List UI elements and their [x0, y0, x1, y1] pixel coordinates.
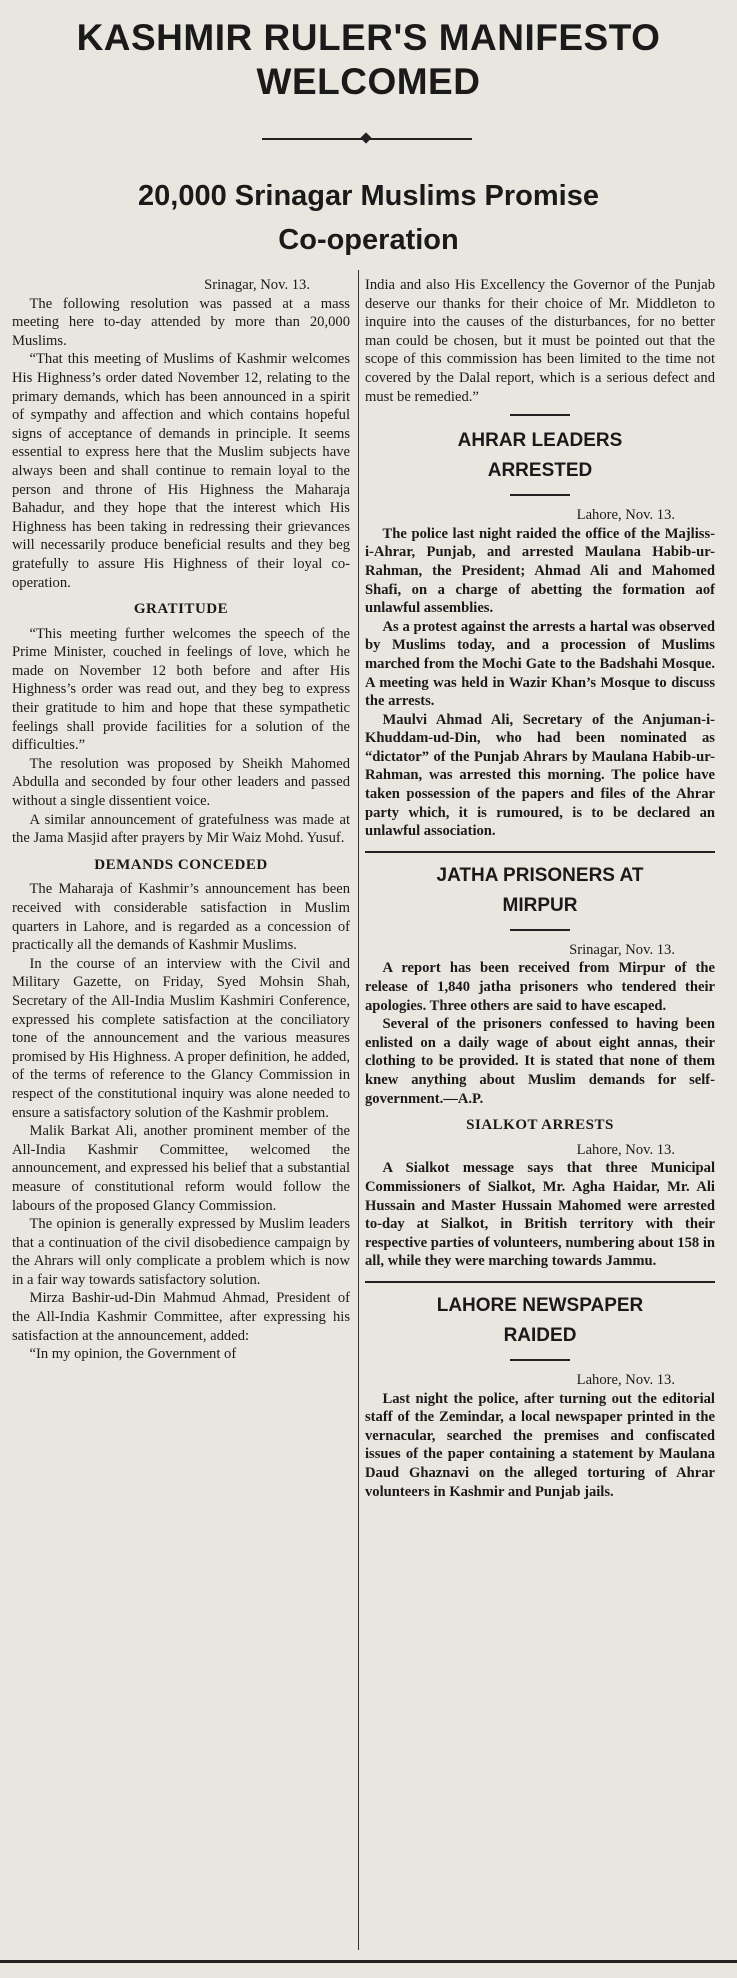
right-column [365, 276, 715, 1501]
article-paragraph: “In my opinion, the Government of [29, 1346, 237, 1363]
article-paragraph: Malik Barkat Ali, another prominent member of the All-India Kashmir Committee, welcomed the announcement, and expressed his belief that a substantial measure of constitutional reform would follow the labours of the proposed Glancy Commission. [12, 1123, 350, 1214]
headline-line-1: KASHMIR RULER'S MANIFESTO [76, 17, 661, 58]
main-headline [0, 16, 737, 104]
article-paragraph: As a protest against the arrests a hartal was observed by Muslims today, and a procession of Muslims marched from the Mochi Gate to the Badshahi Mosque. A meeting was held in Wazir Khan’s Mosque to discuss the arrests. [365, 618, 715, 710]
ornamental-rule [262, 134, 472, 144]
short-rule [510, 1359, 570, 1361]
column-rule [365, 851, 715, 853]
lahore-heading-line-2: RAIDED [503, 1324, 577, 1346]
dateline: Srinagar, Nov. 13. [204, 277, 310, 293]
article-paragraph: “That this meeting of Muslims of Kashmir welcomes His Highness’s order dated November 12, relating to the primary demands, which has been announced in a spirit of sympathy and affection and which contains hopeful signs of acceptance of demands in principle. It seems essential to express here that the Muslim subjects have always been and shall continue to remain loyal to the person and throne of His Highness the Maharaja Bahadur, and they hope that the interest which His Highness has been taking in redressing their grievances will necessarily produce beneficial results and they beg gratefully to assure His Highness of their loyal co-operation. [12, 351, 350, 591]
page-bottom-rule [0, 1960, 737, 1963]
short-rule [510, 929, 570, 931]
dateline: Lahore, Nov. 13. [576, 507, 675, 524]
ahrar-heading-line-2: ARRESTED [487, 460, 593, 482]
section-heading-gratitude: GRATITUDE [133, 601, 229, 618]
lahore-newspaper-heading [365, 1291, 715, 1351]
section-heading-demands: DEMANDS CONCEDED [94, 856, 268, 873]
dateline: Lahore, Nov. 13. [576, 1371, 675, 1388]
dateline: Srinagar, Nov. 13. [569, 941, 675, 958]
article-paragraph: “This meeting further welcomes the speech of the Prime Minister, couched in feelings of love, which he made on November 12 both before and after His Highness’s order was read out, and they beg to express their gratitude to him and hope that these sympathetic feelings shall provide facilities for a solution of the difficulties.” [12, 625, 350, 754]
article-paragraph: Maulvi Ahmad Ali, Secretary of the Anjuman-i-Khuddam-ud-Din, who had been nominated as “dictator” of the Punjab Ahrars by Maulana Habib-ur-Rahman, was arrested this morning. The police have taken possession of the papers and files of the Ahrar party which, it is rumoured, is to be declared an unlawful association. [365, 711, 715, 840]
article-paragraph: Last night the police, after turning out the editorial staff of the Zemindar, a local newspaper printed in the vernacular, searched the premises and confiscated issues of the paper containing a statement by Maulana Daud Ghaznavi on the alleged torturing of Ahrar volunteers in Kashmir and Punjab jails. [365, 1390, 715, 1500]
short-rule [510, 494, 570, 496]
article-paragraph: A report has been received from Mirpur of the release of 1,840 jatha prisoners who tendered their apologies. Three others are said to have escaped. [365, 960, 715, 1014]
article-paragraph: Several of the prisoners confessed to having been enlisted on a daily wage of about eight annas, their clothing to be provided. It is stated that none of them knew anything about Muslim demands for self-government.—A.P. [365, 1016, 715, 1107]
column-rule [365, 1281, 715, 1283]
subhead-line-2: Co-operation [278, 224, 459, 256]
dateline: Lahore, Nov. 13. [576, 1141, 675, 1158]
ahrar-heading [365, 426, 715, 486]
headline-line-2: WELCOMED [256, 61, 481, 102]
article-paragraph: In the course of an interview with the Civil and Military Gazette, on Friday, Syed Mohsin Shah, Secretary of the All-India Muslim Kashmiri Conference, expressed his complete satisfaction at the conciliatory tone of the announcement and the various measures promised by His Highness. A proper definition, he added, of the terms of reference to the Glancy Commission in respect of the constitutional inquiry was alone needed to ensure a satisfactory solution of the Kashmir problem. [12, 955, 350, 1121]
left-column [12, 276, 350, 1364]
ahrar-heading-line-1: AHRAR LEADERS [457, 430, 623, 452]
sialkot-heading: SIALKOT ARRESTS [466, 1117, 614, 1134]
subheadline [0, 174, 737, 262]
article-paragraph: The following resolution was passed at a mass meeting here to-day attended by more than 20,000 Muslims. [12, 295, 350, 349]
subhead-line-1: 20,000 Srinagar Muslims Promise [138, 180, 599, 212]
jatha-heading [365, 861, 715, 921]
jatha-heading-line-1: JATHA PRISONERS AT [436, 864, 644, 886]
column-divider [358, 270, 359, 1950]
short-rule [510, 414, 570, 416]
jatha-heading-line-2: MIRPUR [502, 894, 578, 916]
article-paragraph: The police last night raided the office of the Majliss-i-Ahrar, Punjab, and arrested Maulana Habib-ur-Rahman, the President; Ahmad Ali and Mahomed Shafi, on a charge of abetting the formation aof unlawful assemblies. [365, 525, 715, 617]
article-paragraph: India and also His Excellency the Governor of the Punjab deserve our thanks for their choice of Mr. Middleton to inquire into the causes of the disturbances, for no better man could be chosen, but it must be pointed out that the scope of this commission has been limited to the time not covered by the Dalal report, which is a serious defect and must be remedied.” [365, 277, 715, 405]
article-paragraph: A similar announcement of gratefulness was made at the Jama Masjid after prayers by Mir Waiz Mohd. Yusuf. [12, 811, 350, 847]
article-paragraph: The opinion is generally expressed by Muslim leaders that a continuation of the civil disobedience campaign by the Ahrars will only complicate a problem which is now in a fair way towards satisfactory solution. [12, 1216, 350, 1288]
article-paragraph: The Maharaja of Kashmir’s announcement has been received with considerable satisfaction in Muslim quarters in Lahore, and is regarded as a concession of practically all the demands of Kashmir Muslims. [12, 881, 350, 954]
article-paragraph: The resolution was proposed by Sheikh Mahomed Abdulla and seconded by four other leaders and passed without a single dissentient voice. [12, 755, 350, 810]
lahore-heading-line-1: LAHORE NEWSPAPER [436, 1294, 644, 1316]
article-paragraph: Mirza Bashir-ud-Din Mahmud Ahmad, President of the All-India Kashmir Committee, after expressing his satisfaction at the announcement, added: [12, 1290, 350, 1344]
article-paragraph: A Sialkot message says that three Municipal Commissioners of Sialkot, Mr. Agha Haidar, Mr. Ali Hussain and Master Hussain Mahomed were arrested to-day at Sialkot, in British territory with their respective parties of volunteers, numbering about 158 in all, while they were marching towards Jammu. [365, 1160, 715, 1270]
